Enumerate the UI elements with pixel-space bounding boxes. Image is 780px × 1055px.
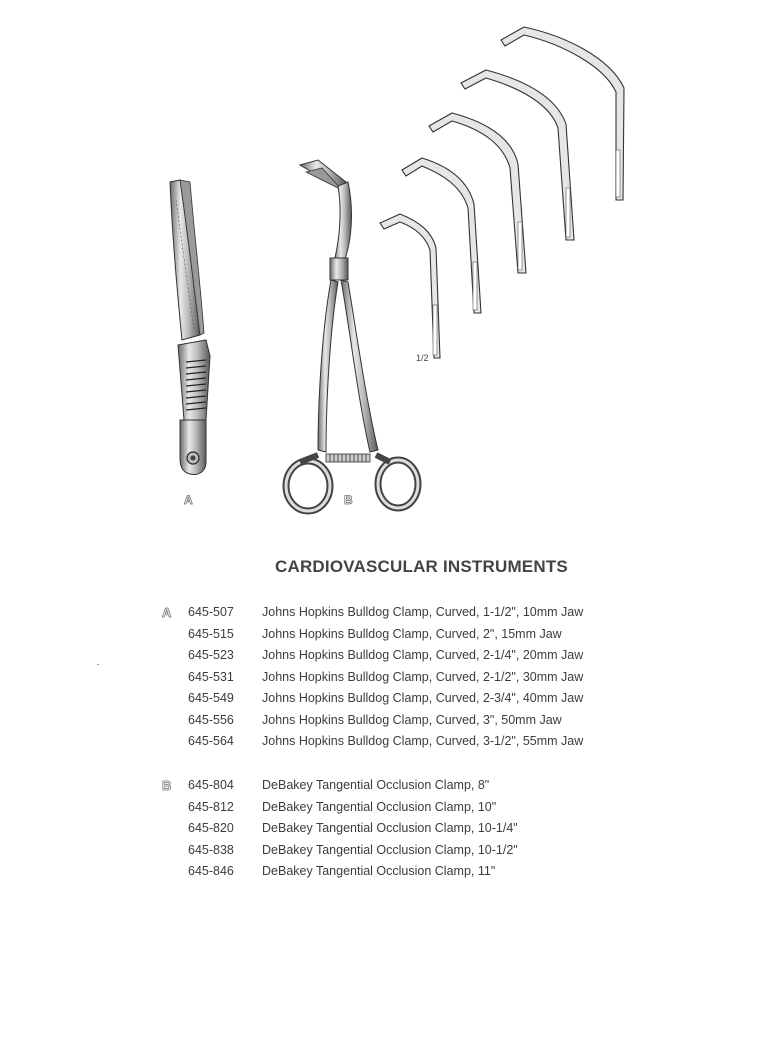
item-description: Johns Hopkins Bulldog Clamp, Curved, 2-1/2", 30mm Jaw (262, 669, 584, 684)
item-description: DeBakey Tangential Occlusion Clamp, 10-1/4" (262, 821, 518, 835)
item-description: DeBakey Tangential Occlusion Clamp, 10" (262, 799, 497, 814)
page-title: CARDIOVASCULAR INSTRUMENTS (275, 557, 568, 576)
item-code: 645-804 (188, 778, 234, 792)
item-code: 645-549 (188, 691, 234, 705)
item-code: 645-846 (188, 864, 234, 878)
item-code: 645-564 (188, 734, 234, 748)
jaw-profile-3 (429, 113, 526, 273)
item-code: 645-556 (188, 712, 234, 727)
item-code: 645-531 (188, 669, 234, 684)
item-description: Johns Hopkins Bulldog Clamp, Curved, 3-1/2", 55mm Jaw (262, 734, 584, 748)
item-description: DeBakey Tangential Occlusion Clamp, 11" (262, 864, 496, 878)
item-code: 645-820 (188, 821, 234, 835)
jaw-profile-2 (402, 158, 481, 313)
item-description: Johns Hopkins Bulldog Clamp, Curved, 2-3/4", 40mm Jaw (262, 691, 584, 705)
item-code: 645-523 (188, 648, 234, 662)
jaw-size-profiles (380, 27, 624, 358)
item-code: 645-515 (188, 626, 234, 641)
figure-label-a: A (184, 493, 193, 507)
item-description: Johns Hopkins Bulldog Clamp, Curved, 2-1/4", 20mm Jaw (262, 648, 584, 662)
item-code: 645-812 (188, 799, 234, 814)
item-description: Johns Hopkins Bulldog Clamp, Curved, 3", 50mm Jaw (262, 712, 562, 727)
item-description: Johns Hopkins Bulldog Clamp, Curved, 1-1/2", 10mm Jaw (262, 605, 584, 619)
scan-speck (97, 664, 99, 665)
figure-label-b: B (344, 493, 353, 507)
item-code: 645-507 (188, 605, 234, 619)
bulldog-clamp-illustration (170, 180, 210, 475)
group-a-letter: A (162, 605, 172, 620)
jaw-profile-1 (380, 214, 440, 358)
item-description: DeBakey Tangential Occlusion Clamp, 10-1/2" (262, 842, 518, 857)
debakey-clamp-illustration (286, 160, 418, 511)
item-description: DeBakey Tangential Occlusion Clamp, 8" (262, 778, 490, 792)
group-b-letter: B (162, 778, 172, 793)
size-label: 1/2 (416, 353, 429, 363)
item-description: Johns Hopkins Bulldog Clamp, Curved, 2", 15mm Jaw (262, 626, 562, 641)
item-code: 645-838 (188, 842, 234, 857)
